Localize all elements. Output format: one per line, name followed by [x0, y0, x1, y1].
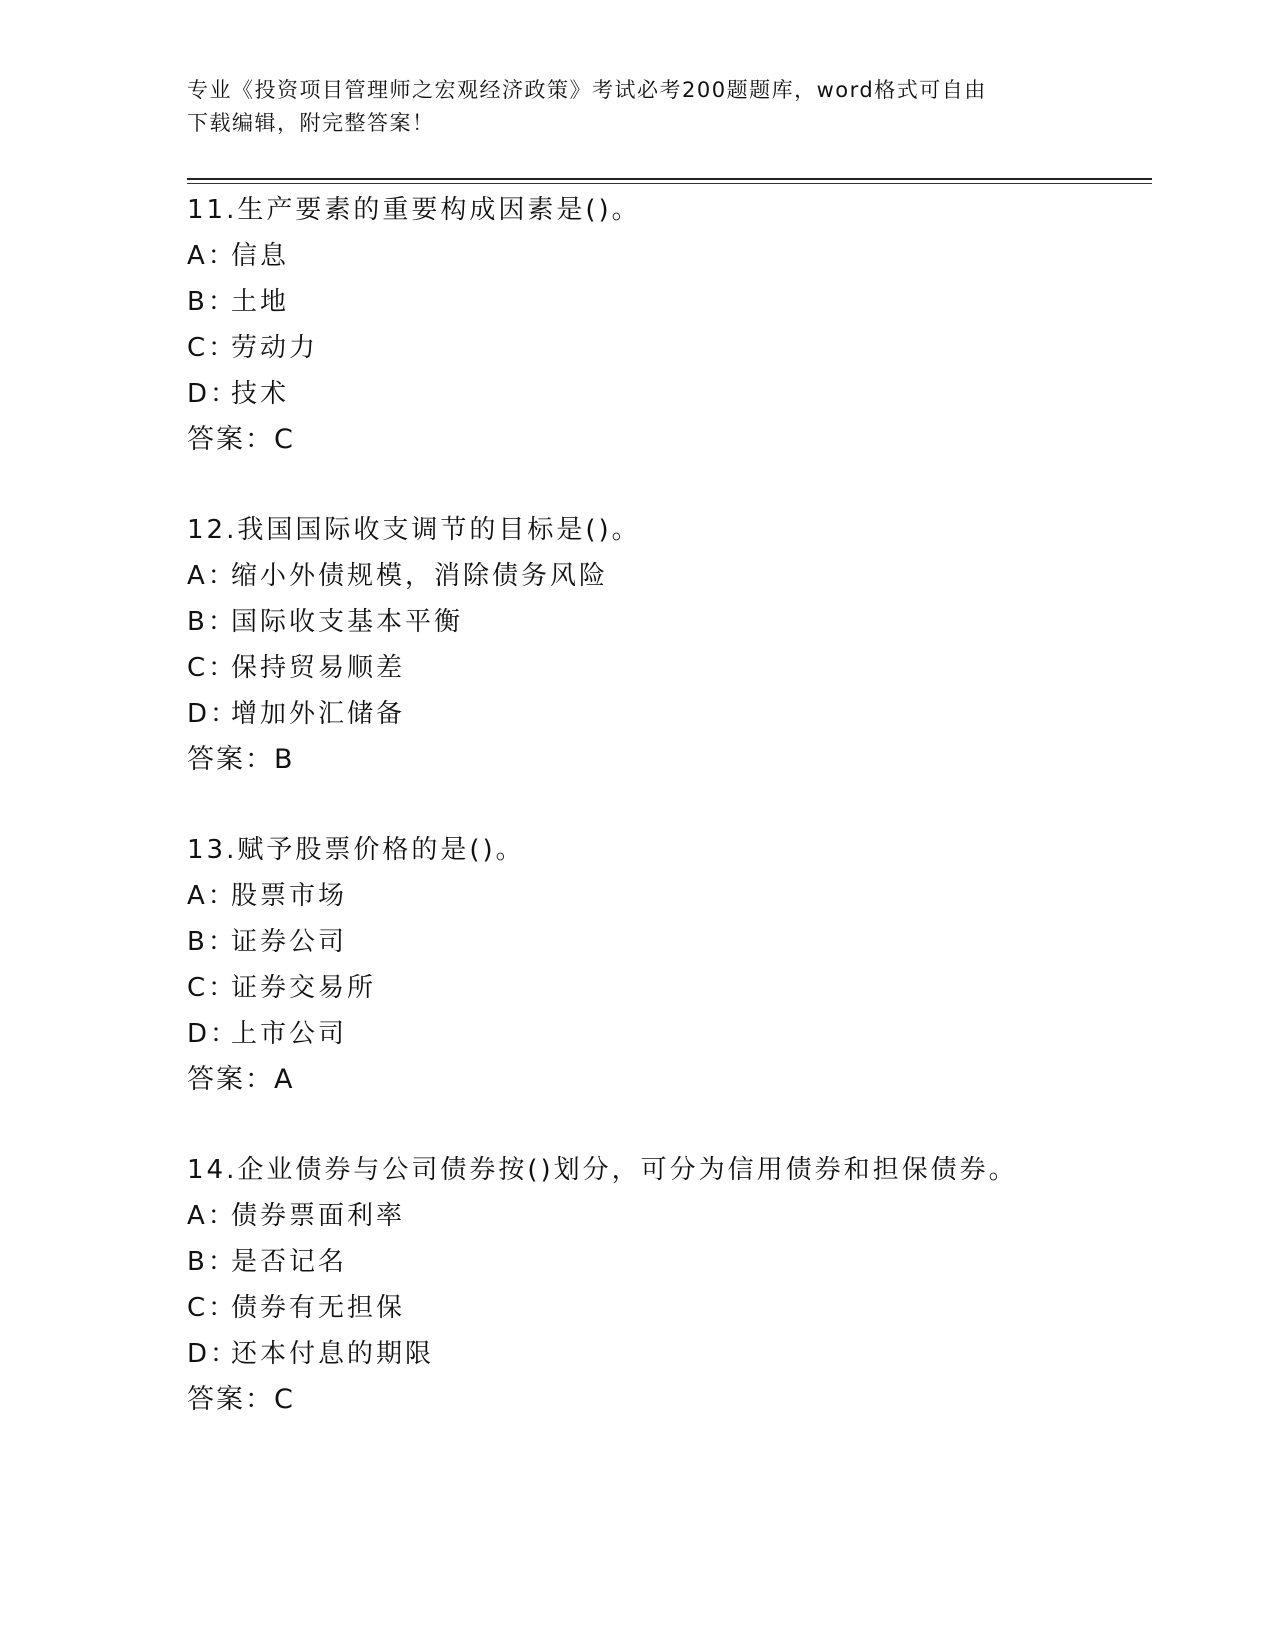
answer-line: 答案：A	[187, 1064, 295, 1095]
option-text: 债券票面利率	[231, 1201, 406, 1231]
option-text: 增加外汇储备	[231, 699, 406, 729]
option-d	[187, 1331, 1152, 1377]
option-letter: C：	[187, 1293, 238, 1323]
question-13	[187, 827, 1152, 1147]
option-c	[187, 1285, 1152, 1331]
option-a	[187, 873, 1152, 919]
option-c	[187, 325, 1152, 371]
question-stem: 12.我国国际收支调节的目标是()。	[187, 515, 641, 545]
answer-line: 答案：C	[187, 424, 295, 455]
option-d	[187, 1011, 1152, 1057]
option-letter: A：	[187, 881, 237, 911]
option-text: 保持贸易顺差	[231, 653, 406, 683]
option-letter: D：	[187, 1339, 240, 1369]
option-letter: D：	[187, 1019, 240, 1049]
option-text: 证券交易所	[231, 973, 377, 1003]
option-text: 债券有无担保	[231, 1293, 406, 1323]
option-text: 股票市场	[231, 881, 348, 911]
option-b	[187, 279, 1152, 325]
header-divider-thick	[187, 178, 1152, 180]
option-text: 信息	[231, 241, 290, 271]
option-letter: D：	[187, 699, 240, 729]
question-list	[187, 187, 1152, 1467]
option-text: 是否记名	[231, 1247, 348, 1277]
option-letter: A：	[187, 241, 237, 271]
option-text: 上市公司	[231, 1019, 348, 1049]
answer-line: 答案：C	[187, 1384, 295, 1415]
option-text: 土地	[231, 287, 290, 317]
question-stem: 13.赋予股票价格的是()。	[187, 835, 525, 865]
question-14	[187, 1147, 1152, 1467]
option-b	[187, 919, 1152, 965]
option-d	[187, 371, 1152, 417]
header-line-1: 专业《投资项目管理师之宏观经济政策》考试必考200题题库，word格式可自由	[187, 78, 987, 102]
question-11	[187, 187, 1152, 507]
option-a	[187, 553, 1152, 599]
option-letter: C：	[187, 653, 238, 683]
option-letter: B：	[187, 1247, 237, 1277]
option-text: 劳动力	[231, 333, 319, 363]
header-line-2: 下载编辑，附完整答案！	[187, 111, 435, 135]
option-text: 国际收支基本平衡	[231, 607, 464, 637]
option-letter: B：	[187, 607, 237, 637]
option-letter: D：	[187, 379, 240, 409]
document-header	[187, 74, 1067, 140]
question-12	[187, 507, 1152, 827]
option-letter: C：	[187, 333, 238, 363]
header-divider-thin	[187, 183, 1152, 184]
question-stem: 14.企业债券与公司债券按()划分，可分为信用债券和担保债券。	[187, 1155, 1018, 1185]
option-letter: A：	[187, 1201, 237, 1231]
answer-line: 答案：B	[187, 744, 295, 775]
option-text: 缩小外债规模，消除债务风险	[231, 561, 609, 591]
option-c	[187, 965, 1152, 1011]
option-b	[187, 599, 1152, 645]
question-stem: 11.生产要素的重要构成因素是()。	[187, 195, 641, 225]
option-letter: B：	[187, 287, 237, 317]
option-letter: B：	[187, 927, 237, 957]
option-letter: A：	[187, 561, 237, 591]
option-text: 还本付息的期限	[231, 1339, 435, 1369]
option-b	[187, 1239, 1152, 1285]
option-a	[187, 1193, 1152, 1239]
option-a	[187, 233, 1152, 279]
option-letter: C：	[187, 973, 238, 1003]
option-text: 技术	[231, 379, 290, 409]
option-text: 证券公司	[231, 927, 348, 957]
option-d	[187, 691, 1152, 737]
option-c	[187, 645, 1152, 691]
